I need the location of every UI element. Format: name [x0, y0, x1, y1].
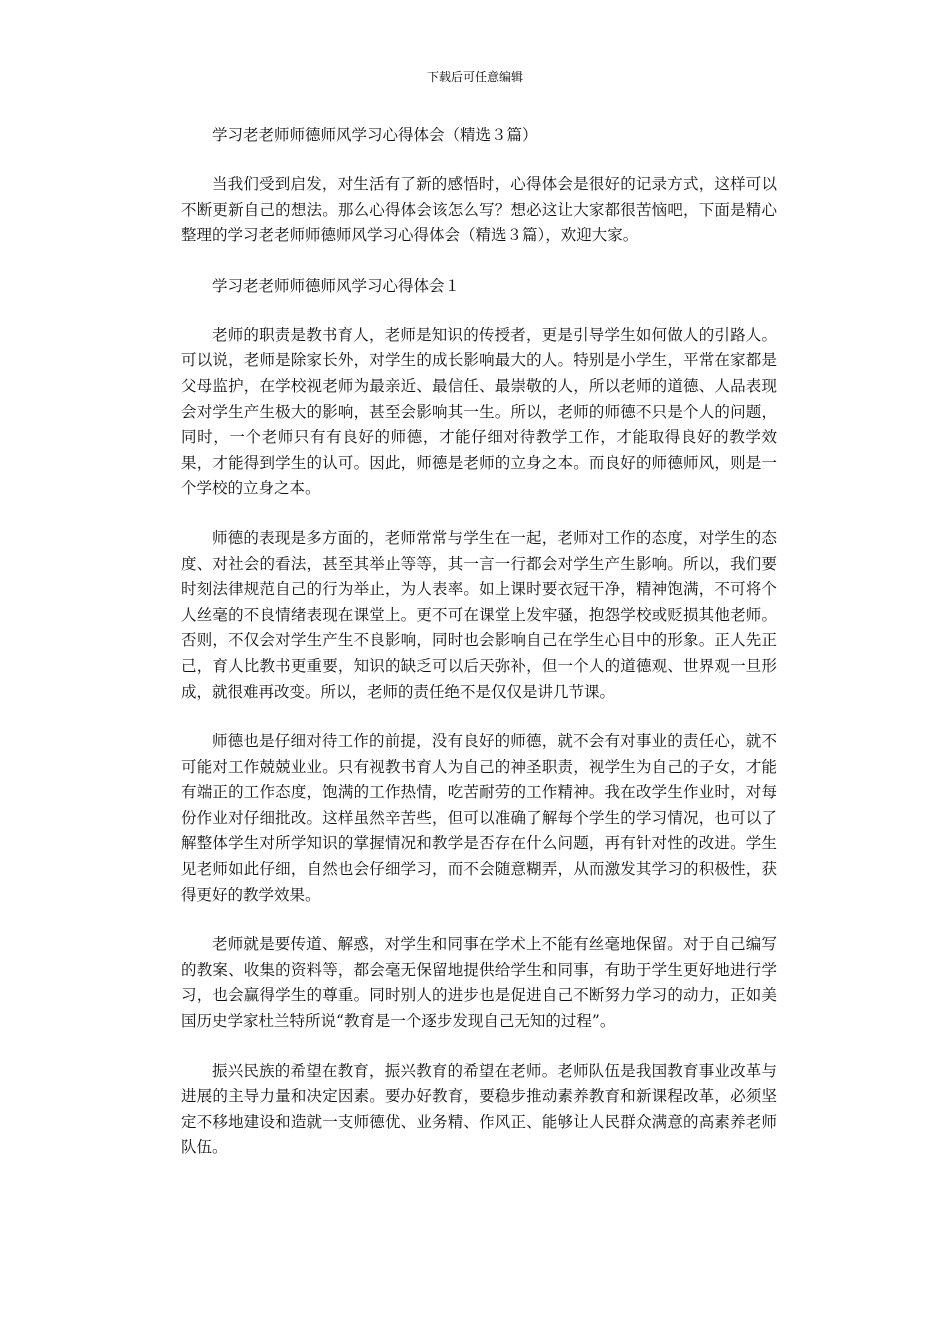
body-paragraph-5: 振兴民族的希望在教育，振兴教育的希望在老师。老师队伍是我国教育事业改革与进展的主导力量和决定因素。要办好教育，要稳步推动素养教育和新课程改革，必须坚定不移地建设和造就一支师德优、业务精、作风正、能够让人民群众满意的高素养老师队伍。	[181, 1061, 777, 1157]
body-paragraph-1: 老师的职责是教书育人，老师是知识的传授者，更是引导学生如何做人的引路人。可以说，老师是除家长外，对学生的成长影响最大的人。特别是小学生，平常在家都是父母监护，在学校视老师为最亲近、最信任、最崇敬的人，所以老师的道德、人品表现会对学生产生极大的影响，甚至会影响其一生。所以，老师的师德不只是个人的问题，同时，一个老师只有有良好的师德，才能仔细对待教学工作，才能取得良好的教学效果，才能得到学生的认可。因此，师德是老师的立身之本。而良好的师德师风，则是一个学校的立身之本。	[181, 325, 777, 498]
document-title: 学习老老师师德师风学习心得体会（精选３篇）	[212, 126, 538, 144]
intro-paragraph: 当我们受到启发，对生活有了新的感悟时，心得体会是很好的记录方式，这样可以不断更新自己的想法。那么心得体会该怎么写？想必这让大家都很苦恼吧，下面是精心整理的学习老老师师德师风学习心得体会（精选３篇），欢迎大家。	[181, 175, 777, 245]
body-paragraph-2: 师德的表现是多方面的，老师常常与学生在一起，老师对工作的态度，对学生的态度、对社会的看法，甚至其举止等等，其一言一行都会对学生产生影响。所以，我们要时刻法律规范自己的行为举止，为人表率。如上课时要衣冠干净，精神饱满，不可将个人丝毫的不良情绪表现在课堂上。更不可在课堂上发牢骚，抱怨学校或贬损其他老师。否则，不仅会对学生产生不良影响，同时也会影响自己在学生心目中的形象。正人先正己，育人比教书更重要，知识的缺乏可以后天弥补，但一个人的道德观、世界观一旦形成，就很难再改变。所以，老师的责任绝不是仅仅是讲几节课。	[181, 528, 777, 701]
body-paragraph-3: 师德也是仔细对待工作的前提，没有良好的师德，就不会有对事业的责任心，就不可能对工作兢兢业业。只有视教书育人为自己的神圣职责，视学生为自己的子女，才能有端正的工作态度，饱满的工作热情，吃苦耐劳的工作精神。我在改学生作业时，对每份作业对仔细批改。这样虽然辛苦些，但可以准确了解每个学生的学习情况，也可以了解整体学生对所学知识的掌握情况和教学是否存在什么问题，再有针对性的改进。学生见老师如此仔细，自然也会仔细学习，而不会随意糊弄，从而激发其学习的积极性，获得更好的教学效果。	[181, 732, 777, 904]
section-title: 学习老老师师德师风学习心得体会１	[212, 276, 461, 295]
body-paragraph-4: 老师就是要传道、解惑，对学生和同事在学术上不能有丝毫地保留。对于自己编写的教案、收集的资料等，都会毫无保留地提供给学生和同事，有助于学生更好地进行学习，也会赢得学生的尊重。同时别人的进步也是促进自己不断努力学习的动力，正如美国历史学家杜兰特所说“教育是一个逐步发现自己无知的过程”。	[181, 935, 777, 1031]
document-body	[181, 122, 777, 1185]
page-header-note: 下载后可任意编辑	[426, 70, 523, 84]
